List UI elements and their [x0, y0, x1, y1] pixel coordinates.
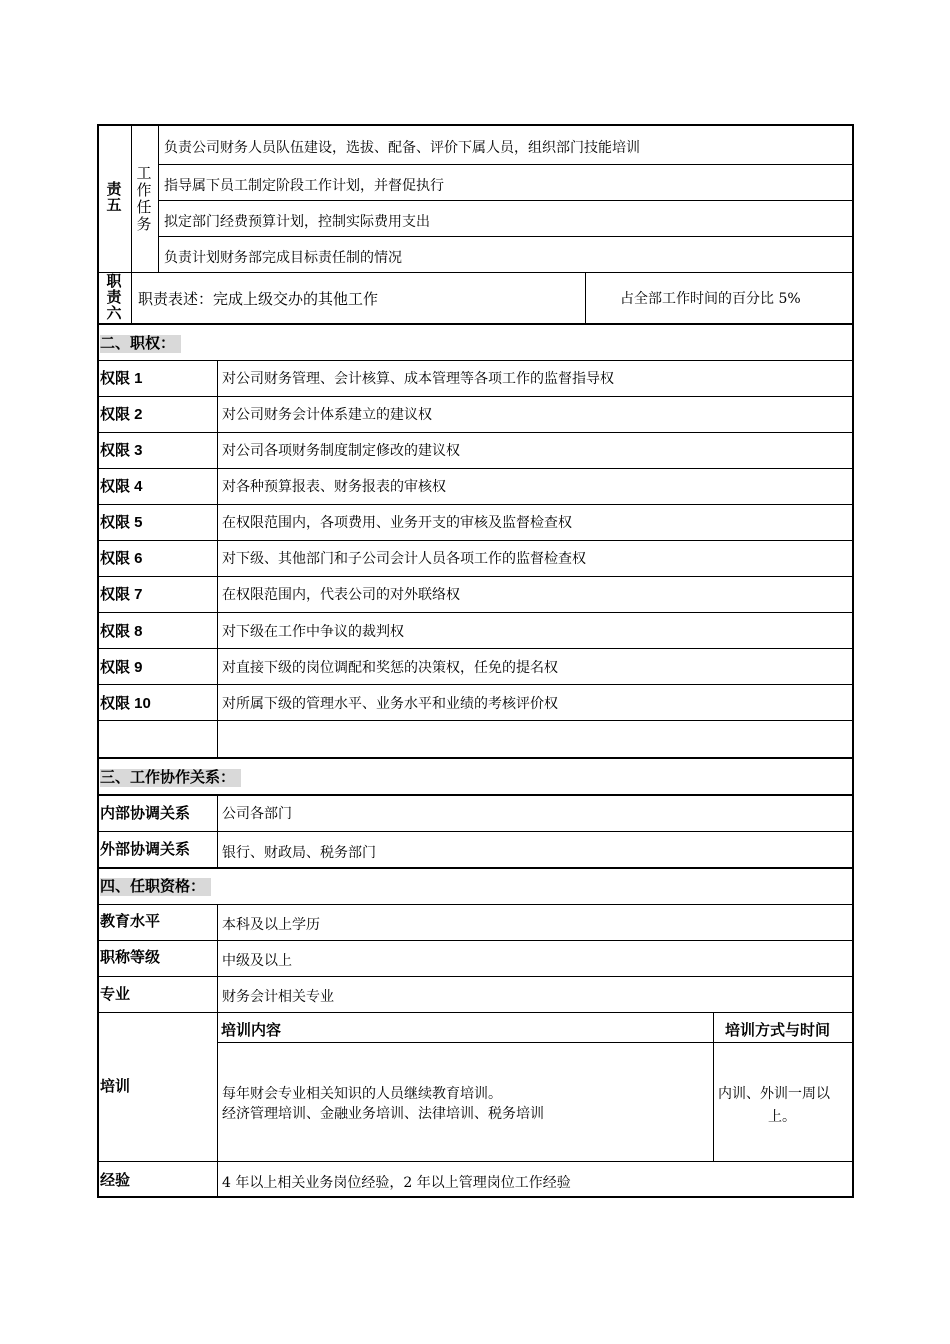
- qualification-column-divider: [217, 904, 218, 1198]
- authority-row-line: [97, 684, 854, 685]
- duty6-divider-1: [131, 272, 132, 324]
- authority-label: 权限 6: [100, 550, 143, 567]
- table-bottom-border: [97, 1196, 854, 1198]
- table-top-border: [97, 124, 854, 126]
- duty6-divider-2: [585, 272, 586, 324]
- duty5-divider-2: [158, 124, 159, 272]
- training-label: 培训: [100, 1078, 131, 1095]
- authority-label: 权限 5: [100, 514, 143, 531]
- qualification-row-line: [97, 976, 854, 977]
- external-relation-value: 银行、财政局、税务部门: [222, 845, 376, 861]
- authority-text: 对下级、其他部门和子公司会计人员各项工作的监督检查权: [222, 551, 586, 567]
- duty5-task: 负责公司财务人员队伍建设，选拔、配备、评价下属人员，组织部门技能培训: [164, 140, 640, 156]
- duty5-row-line: [158, 236, 853, 237]
- authority-row-line: [97, 396, 854, 397]
- qualification-row-line: [97, 940, 854, 941]
- authority-row-line: [97, 720, 854, 721]
- title-level-value: 中级及以上: [222, 953, 292, 969]
- authority-label: 权限 9: [100, 659, 143, 676]
- authority-row-line: [97, 648, 854, 649]
- authority-row-line: [97, 468, 854, 469]
- cooperation-bottom-line: [97, 867, 854, 869]
- duty5-task: 负责计划财务部完成目标责任制的情况: [164, 250, 402, 266]
- qualification-heading-line: [97, 904, 854, 905]
- experience-label: 经验: [100, 1172, 131, 1189]
- duty6-bottom-line: [97, 323, 854, 325]
- authority-label: 权限 2: [100, 406, 143, 423]
- education-label: 教育水平: [100, 913, 161, 930]
- cooperation-row-line: [97, 831, 854, 832]
- training-method-line: 内训、外训一周以: [718, 1086, 830, 1102]
- training-method-header: 培训方式与时间: [725, 1022, 831, 1039]
- authority-text: 对下级在工作中争议的裁判权: [222, 624, 404, 640]
- major-value: 财务会计相关专业: [222, 989, 334, 1005]
- authority-label: 权限 7: [100, 586, 143, 603]
- authority-label: 权限 1: [100, 370, 143, 387]
- authority-row-line: [97, 432, 854, 433]
- authority-text: 对公司各项财务制度制定修改的建议权: [222, 443, 460, 459]
- duty5-row-line: [158, 164, 853, 165]
- duty5-task: 指导属下员工制定阶段工作计划，并督促执行: [164, 178, 444, 194]
- education-value: 本科及以上学历: [222, 917, 320, 933]
- external-relation-label: 外部协调关系: [100, 841, 191, 858]
- internal-relation-value: 公司各部门: [222, 806, 292, 822]
- authority-label: 权限 10: [100, 695, 151, 712]
- authority-text: 在权限范围内，各项费用、业务开支的审核及监督检查权: [222, 515, 572, 531]
- authority-label: 权限 8: [100, 623, 143, 640]
- internal-relation-label: 内部协调关系: [100, 805, 191, 822]
- training-header-line: [217, 1042, 853, 1043]
- authority-label: 权限 3: [100, 442, 143, 459]
- training-bottom-line: [97, 1161, 854, 1162]
- authority-column-divider: [217, 360, 218, 758]
- duty6-time-share: 占全部工作时间的百分比 5%: [620, 291, 801, 307]
- authority-text: 对所属下级的管理水平、业务水平和业绩的考核评价权: [222, 696, 558, 712]
- authority-text: 对直接下级的岗位调配和奖惩的决策权，任免的提名权: [222, 660, 558, 676]
- table-right-border: [852, 124, 854, 1198]
- authority-row-line: [97, 612, 854, 613]
- duty5-task-label: 工 作 任 务: [136, 164, 152, 233]
- duty5-row-line: [158, 200, 853, 201]
- training-content-line: 每年财会专业相关知识的人员继续教育培训。: [222, 1086, 502, 1102]
- training-content-header: 培训内容: [221, 1022, 282, 1039]
- major-label: 专业: [100, 986, 131, 1003]
- authority-text: 对公司财务会计体系建立的建议权: [222, 407, 432, 423]
- duty5-task: 拟定部门经费预算计划，控制实际费用支出: [164, 214, 430, 230]
- duty6-description: 职责表述：完成上级交办的其他工作: [138, 290, 379, 308]
- authority-bottom-line: [97, 757, 854, 759]
- cooperation-heading: 三、工作协作关系：: [100, 769, 241, 787]
- training-method-line: 上。: [768, 1109, 796, 1125]
- qualification-heading: 四、任职资格：: [100, 878, 211, 896]
- authority-label: 权限 4: [100, 478, 143, 495]
- duty6-label: 职 责 六: [106, 273, 122, 322]
- authority-text: 对公司财务管理、会计核算、成本管理等各项工作的监督指导权: [222, 371, 614, 387]
- training-content-line: 经济管理培训、金融业务培训、法律培训、税务培训: [222, 1106, 544, 1122]
- duty5-divider-1: [131, 124, 132, 272]
- training-column-divider: [713, 1012, 714, 1162]
- title-level-label: 职称等级: [100, 949, 161, 966]
- authority-heading: 二、职权：: [100, 335, 181, 353]
- authority-heading-line: [97, 360, 854, 361]
- qualification-row-line: [97, 1012, 854, 1013]
- authority-row-line: [97, 540, 854, 541]
- authority-row-line: [97, 504, 854, 505]
- duty5-bottom-line: [97, 272, 854, 273]
- authority-text: 对各种预算报表、财务报表的审核权: [222, 479, 446, 495]
- experience-value: 4 年以上相关业务岗位经验，2 年以上管理岗位工作经验: [222, 1175, 571, 1191]
- table-left-border: [97, 124, 99, 1198]
- authority-row-line: [97, 576, 854, 577]
- duty5-label: 责 五: [106, 181, 122, 214]
- cooperation-heading-line: [97, 794, 854, 796]
- authority-text: 在权限范围内，代表公司的对外联络权: [222, 587, 460, 603]
